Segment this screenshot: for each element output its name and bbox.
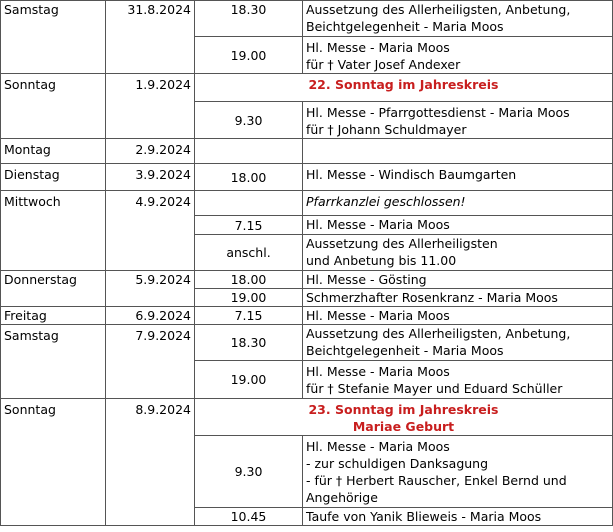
time-cell: 18.00 (195, 271, 303, 289)
event-line: Hl. Messe - Maria Moos (306, 364, 450, 379)
event-cell (303, 1, 613, 37)
day-cell: Sonntag (1, 399, 106, 526)
time-cell: 18.30 (195, 325, 303, 361)
table-row (1, 325, 613, 361)
event-line: - zur schuldigen Danksagung (306, 456, 489, 471)
time-cell: 19.00 (195, 289, 303, 307)
event-line: und Anbetung bis 11.00 (306, 253, 457, 268)
event-line: Angehörige (306, 490, 378, 505)
day-cell: Samstag (1, 325, 106, 399)
event-line: Hl. Messe - Maria Moos (306, 40, 450, 55)
time-cell: 19.00 (195, 37, 303, 74)
table-row (1, 399, 613, 436)
event-cell (303, 102, 613, 139)
table-row (1, 191, 613, 216)
table-row (1, 74, 613, 102)
event-line: Aussetzung des Allerheiligsten, Anbetung, (306, 2, 571, 17)
date-cell: 4.9.2024 (106, 191, 195, 271)
event-line: Hl. Messe - Maria Moos (306, 439, 450, 454)
date-cell: 3.9.2024 (106, 164, 195, 191)
day-cell: Mittwoch (1, 191, 106, 271)
day-cell: Montag (1, 139, 106, 164)
event-line: für † Stefanie Mayer und Eduard Schüller (306, 381, 563, 396)
feast-subtitle-line: Mariae Geburt (352, 419, 455, 434)
event-line: Hl. Messe - Pfarrgottesdienst - Maria Moos (306, 105, 570, 120)
time-cell: anschl. (195, 235, 303, 271)
event-cell (303, 37, 613, 74)
event-cell (303, 361, 613, 399)
table-row (1, 271, 613, 289)
date-cell: 1.9.2024 (106, 74, 195, 139)
feast-title (195, 399, 613, 436)
event-line: Beichtgelegenheit - Maria Moos (306, 343, 504, 358)
date-cell: 7.9.2024 (106, 325, 195, 399)
notice-cell: Pfarrkanzlei geschlossen! (303, 191, 613, 216)
table-row (1, 164, 613, 191)
day-cell: Sonntag (1, 74, 106, 139)
event-cell: Hl. Messe - Gösting (303, 271, 613, 289)
day-cell: Dienstag (1, 164, 106, 191)
event-line: für † Johann Schuldmayer (306, 122, 467, 137)
time-cell: 10.45 (195, 508, 303, 526)
feast-title-line: 23. Sonntag im Jahreskreis (308, 402, 499, 417)
time-cell: 19.00 (195, 361, 303, 399)
event-cell (303, 436, 613, 508)
date-cell: 6.9.2024 (106, 307, 195, 325)
time-cell: 9.30 (195, 436, 303, 508)
time-cell (195, 191, 303, 216)
event-line: für † Vater Josef Andexer (306, 57, 461, 72)
event-cell: Hl. Messe - Windisch Baumgarten (303, 164, 613, 191)
date-cell: 5.9.2024 (106, 271, 195, 307)
event-line: - für † Herbert Rauscher, Enkel Bernd und (306, 473, 567, 488)
time-cell (195, 139, 303, 164)
event-cell (303, 235, 613, 271)
event-cell: Schmerzhafter Rosenkranz - Maria Moos (303, 289, 613, 307)
day-cell: Freitag (1, 307, 106, 325)
table-row (1, 139, 613, 164)
time-cell: 7.15 (195, 307, 303, 325)
time-cell: 18.00 (195, 164, 303, 191)
table-row (1, 1, 613, 37)
event-cell: Hl. Messe - Maria Moos (303, 307, 613, 325)
event-cell: Hl. Messe - Maria Moos (303, 216, 613, 235)
event-cell: Taufe von Yanik Blieweis - Maria Moos (303, 508, 613, 526)
time-cell: 18.30 (195, 1, 303, 37)
time-cell: 7.15 (195, 216, 303, 235)
date-cell: 31.8.2024 (106, 1, 195, 74)
table-row (1, 307, 613, 325)
day-cell: Samstag (1, 1, 106, 74)
event-cell (303, 139, 613, 164)
time-cell: 9.30 (195, 102, 303, 139)
event-cell (303, 325, 613, 361)
feast-title: 22. Sonntag im Jahreskreis (195, 74, 613, 102)
date-cell: 8.9.2024 (106, 399, 195, 526)
event-line: Aussetzung des Allerheiligsten, Anbetung, (306, 326, 571, 341)
event-line: Aussetzung des Allerheiligsten (306, 236, 498, 251)
event-line: Beichtgelegenheit - Maria Moos (306, 19, 504, 34)
date-cell: 2.9.2024 (106, 139, 195, 164)
day-cell: Donnerstag (1, 271, 106, 307)
